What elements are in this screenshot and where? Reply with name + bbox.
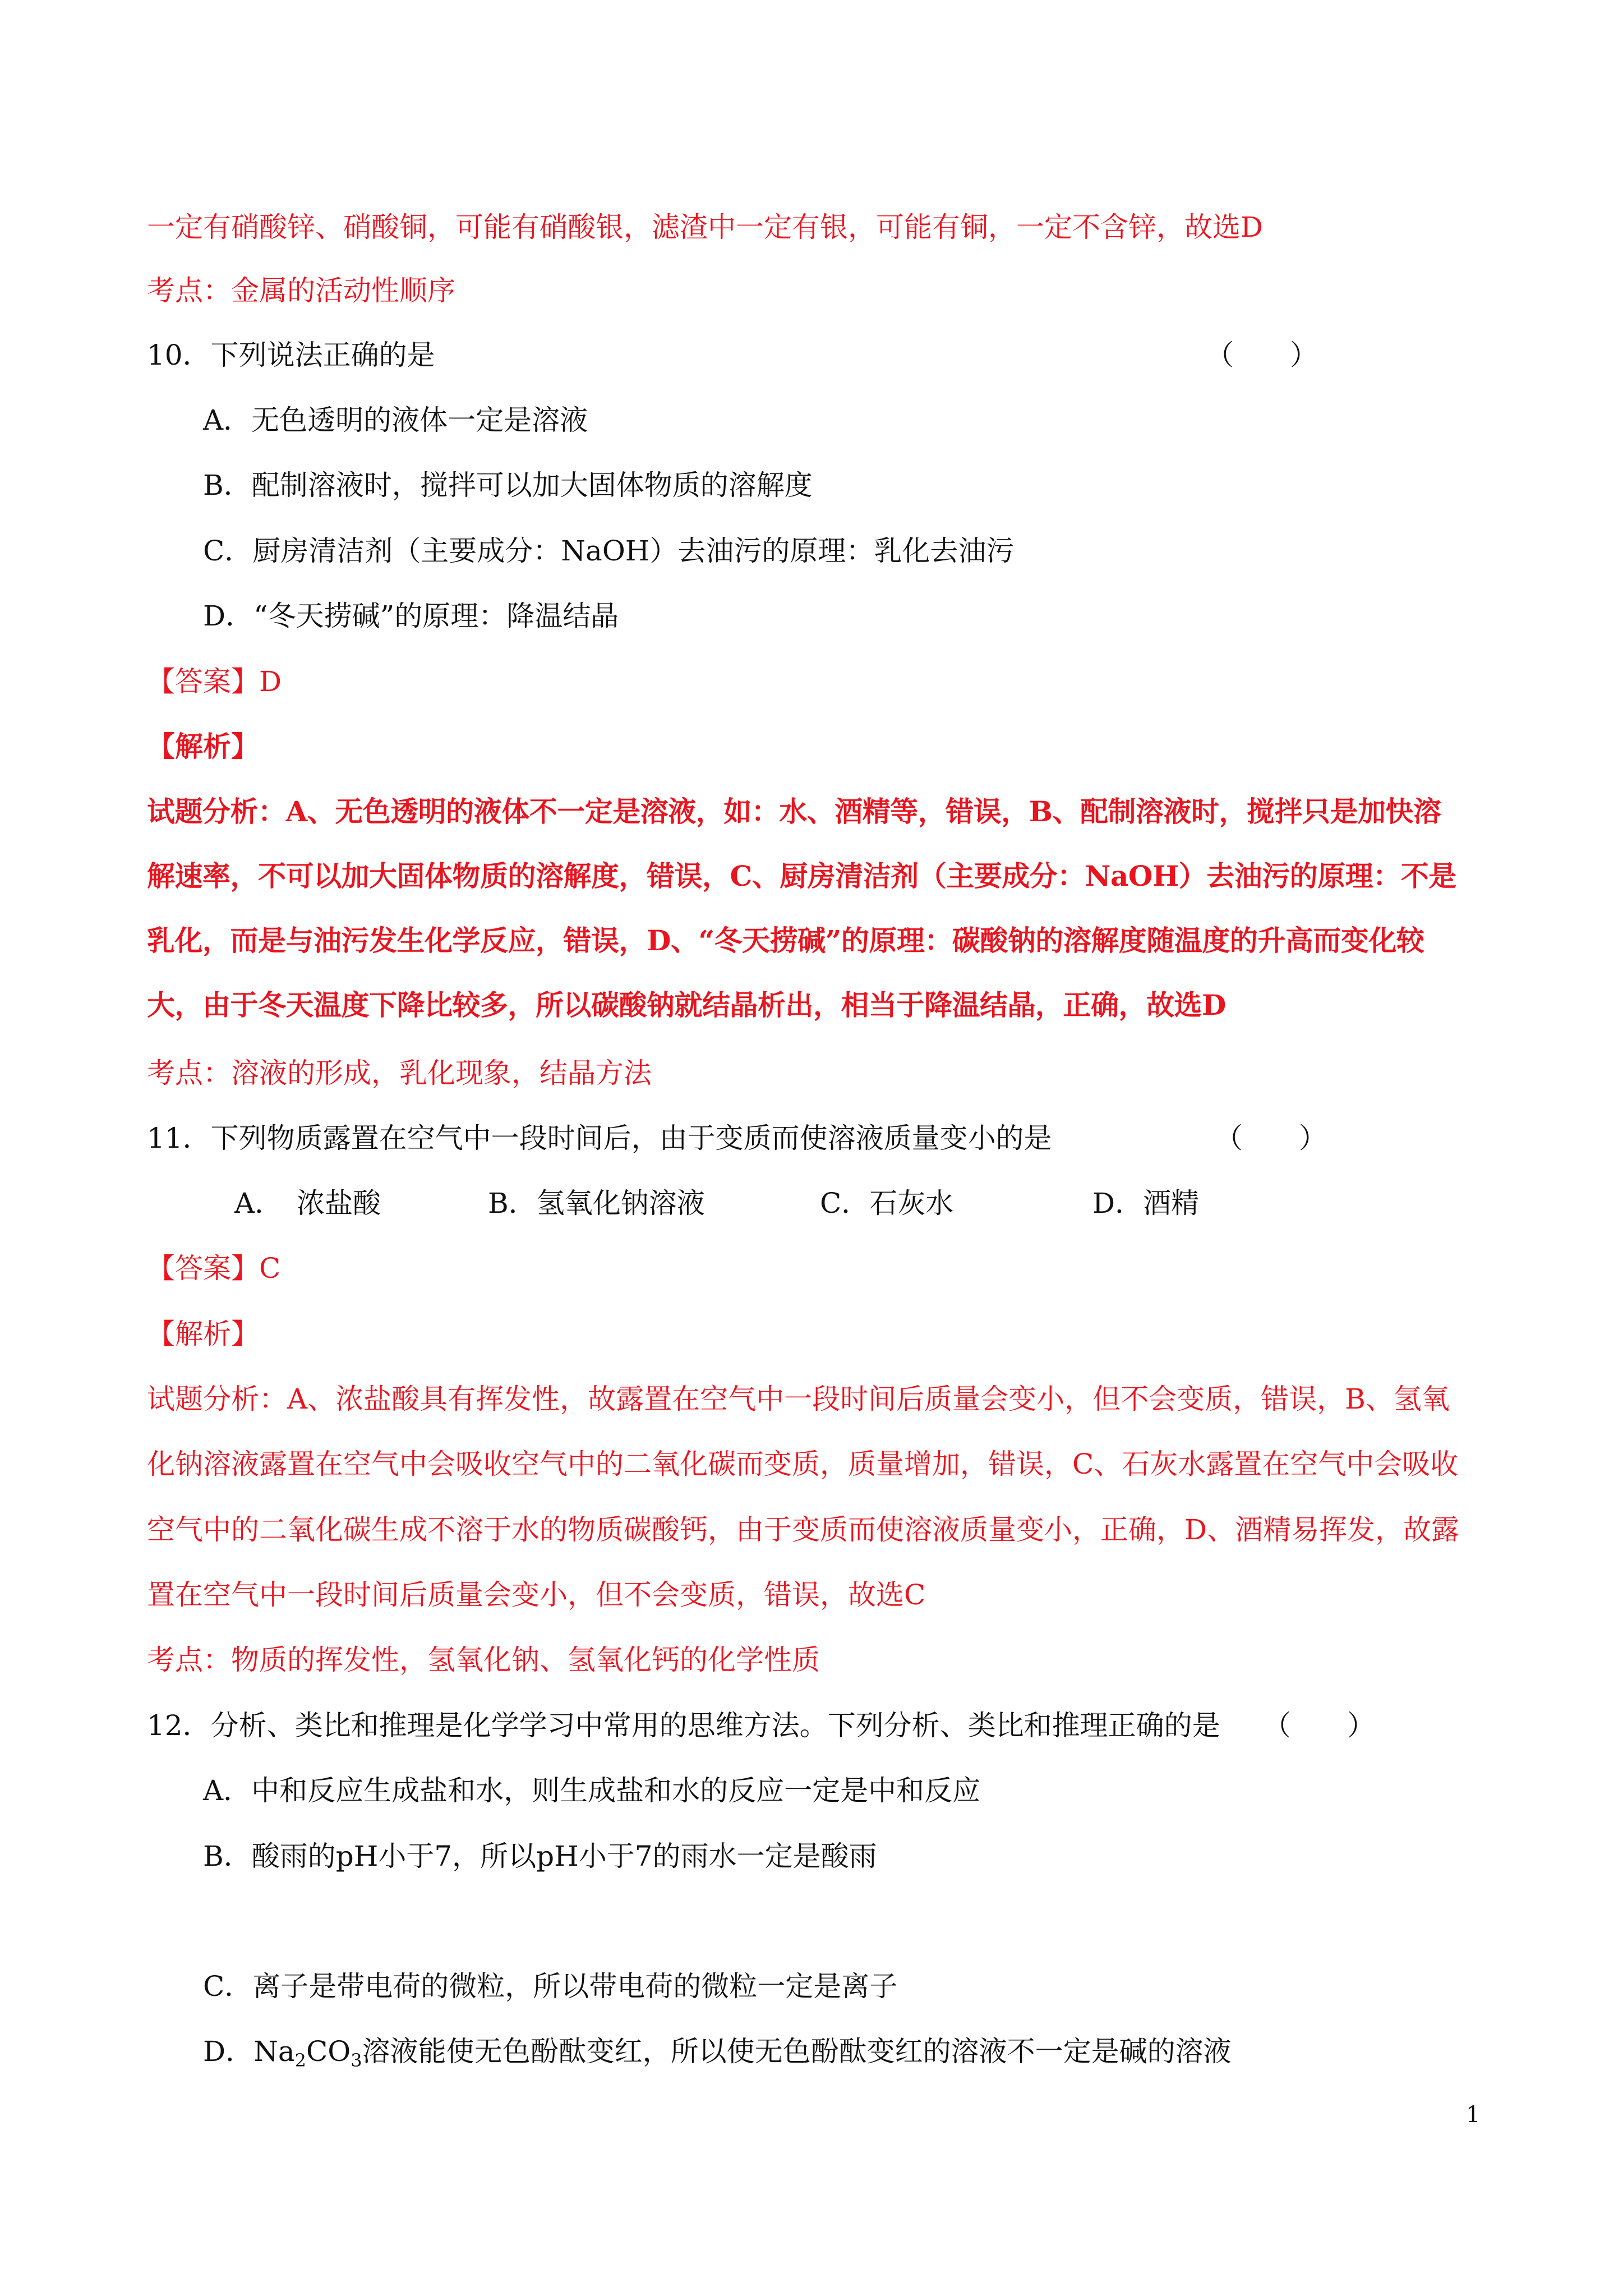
q11-option-b: B．氢氧化钠溶液 [488, 1187, 705, 1220]
q10-analysis-line-2: 解速率，不可以加大固体物质的溶解度，错误，C、厨房清洁剂（主要成分：NaOH）去油污的原理：不是 [147, 859, 1456, 892]
q12-answer-blank: （ ） [1263, 1709, 1375, 1742]
q10-analysis-line-1: 试题分析：A、无色透明的液体不一定是溶液，如：水、酒精等，错误，B、配制溶液时，搅拌只是加快溶 [147, 795, 1441, 828]
q9-key-point: 考点：金属的活动性顺序 [147, 274, 455, 307]
q11-option-a: A． 浓盐酸 [234, 1187, 381, 1220]
q10-option-d: D．“冬天捞碱”的原理：降温结晶 [203, 600, 619, 632]
q12-option-b: B．酸雨的pH小于7，所以pH小于7的雨水一定是酸雨 [203, 1840, 877, 1872]
q10-stem: 10．下列说法正确的是 [147, 339, 435, 371]
q12-option-d-prefix: D．Na [203, 2035, 295, 2068]
q12-option-a: A．中和反应生成盐和水，则生成盐和水的反应一定是中和反应 [203, 1774, 981, 1807]
q10-option-b: B．配制溶液时，搅拌可以加大固体物质的溶解度 [203, 469, 813, 501]
q11-analysis-line-2: 化钠溶液露置在空气中会吸收空气中的二氧化碳而变质，质量增加，错误，C、石灰水露置在空气中会吸收 [147, 1448, 1459, 1480]
q11-analysis-line-4: 置在空气中一段时间后质量会变小，但不会变质，错误，故选C [147, 1579, 926, 1611]
q12-option-d [203, 2033, 1232, 2070]
q10-analysis-title: 【解析】 [147, 730, 259, 763]
q12-option-d-subscript-2: 3 [351, 2050, 362, 2071]
q11-answer: 【答案】C [147, 1252, 281, 1285]
q10-analysis-line-4: 大，由于冬天温度下降比较多，所以碳酸钠就结晶析出，相当于降温结晶，正确，故选D [147, 988, 1226, 1022]
q10-key-point: 考点：溶液的形成，乳化现象，结晶方法 [147, 1057, 652, 1089]
q11-analysis-line-1: 试题分析：A、浓盐酸具有挥发性，故露置在空气中一段时间后质量会变小，但不会变质，错误，B、氢氧 [147, 1383, 1450, 1415]
q12-option-d-formula: CO [306, 2035, 351, 2068]
q10-option-c: C．厨房清洁剂（主要成分：NaOH）去油污的原理：乳化去油污 [203, 535, 1015, 567]
q10-analysis-line-3: 乳化，而是与油污发生化学反应，错误，D、“冬天捞碱”的原理：碳酸钠的溶解度随温度的升高而变化较 [147, 924, 1424, 957]
q11-option-c: C．石灰水 [820, 1187, 954, 1220]
q12-stem: 12．分析、类比和推理是化学学习中常用的思维方法。下列分析、类比和推理正确的是 [147, 1709, 1220, 1742]
q10-answer: 【答案】D [147, 665, 282, 698]
q10-option-a: A．无色透明的液体一定是溶液 [203, 404, 588, 436]
q12-option-c: C．离子是带电荷的微粒，所以带电荷的微粒一定是离子 [203, 1970, 898, 2003]
q11-answer-blank: （ ） [1215, 1122, 1327, 1154]
q11-analysis-line-3: 空气中的二氧化碳生成不溶于水的物质碳酸钙，由于变质而使溶液质量变小，正确，D、酒精易挥发，故露 [147, 1513, 1460, 1546]
q12-option-d-text: 溶液能使无色酚酞变红，所以使无色酚酞变红的溶液不一定是碱的溶液 [362, 2035, 1232, 2068]
q11-option-d: D．酒精 [1092, 1187, 1200, 1220]
q11-stem: 11．下列物质露置在空气中一段时间后，由于变质而使溶液质量变小的是 [147, 1122, 1052, 1154]
q10-answer-blank: （ ） [1206, 339, 1318, 371]
q11-options [0, 1185, 1623, 1222]
q11-analysis-title: 【解析】 [147, 1318, 259, 1350]
page-number: 1 [1466, 2102, 1481, 2128]
q9-explanation-tail: 一定有硝酸锌、硝酸铜，可能有硝酸银，滤渣中一定有银，可能有铜，一定不含锌，故选D [147, 211, 1264, 243]
q12-option-d-subscript-1: 2 [294, 2050, 307, 2071]
q11-key-point: 考点：物质的挥发性，氢氧化钠、氢氧化钙的化学性质 [147, 1644, 820, 1676]
